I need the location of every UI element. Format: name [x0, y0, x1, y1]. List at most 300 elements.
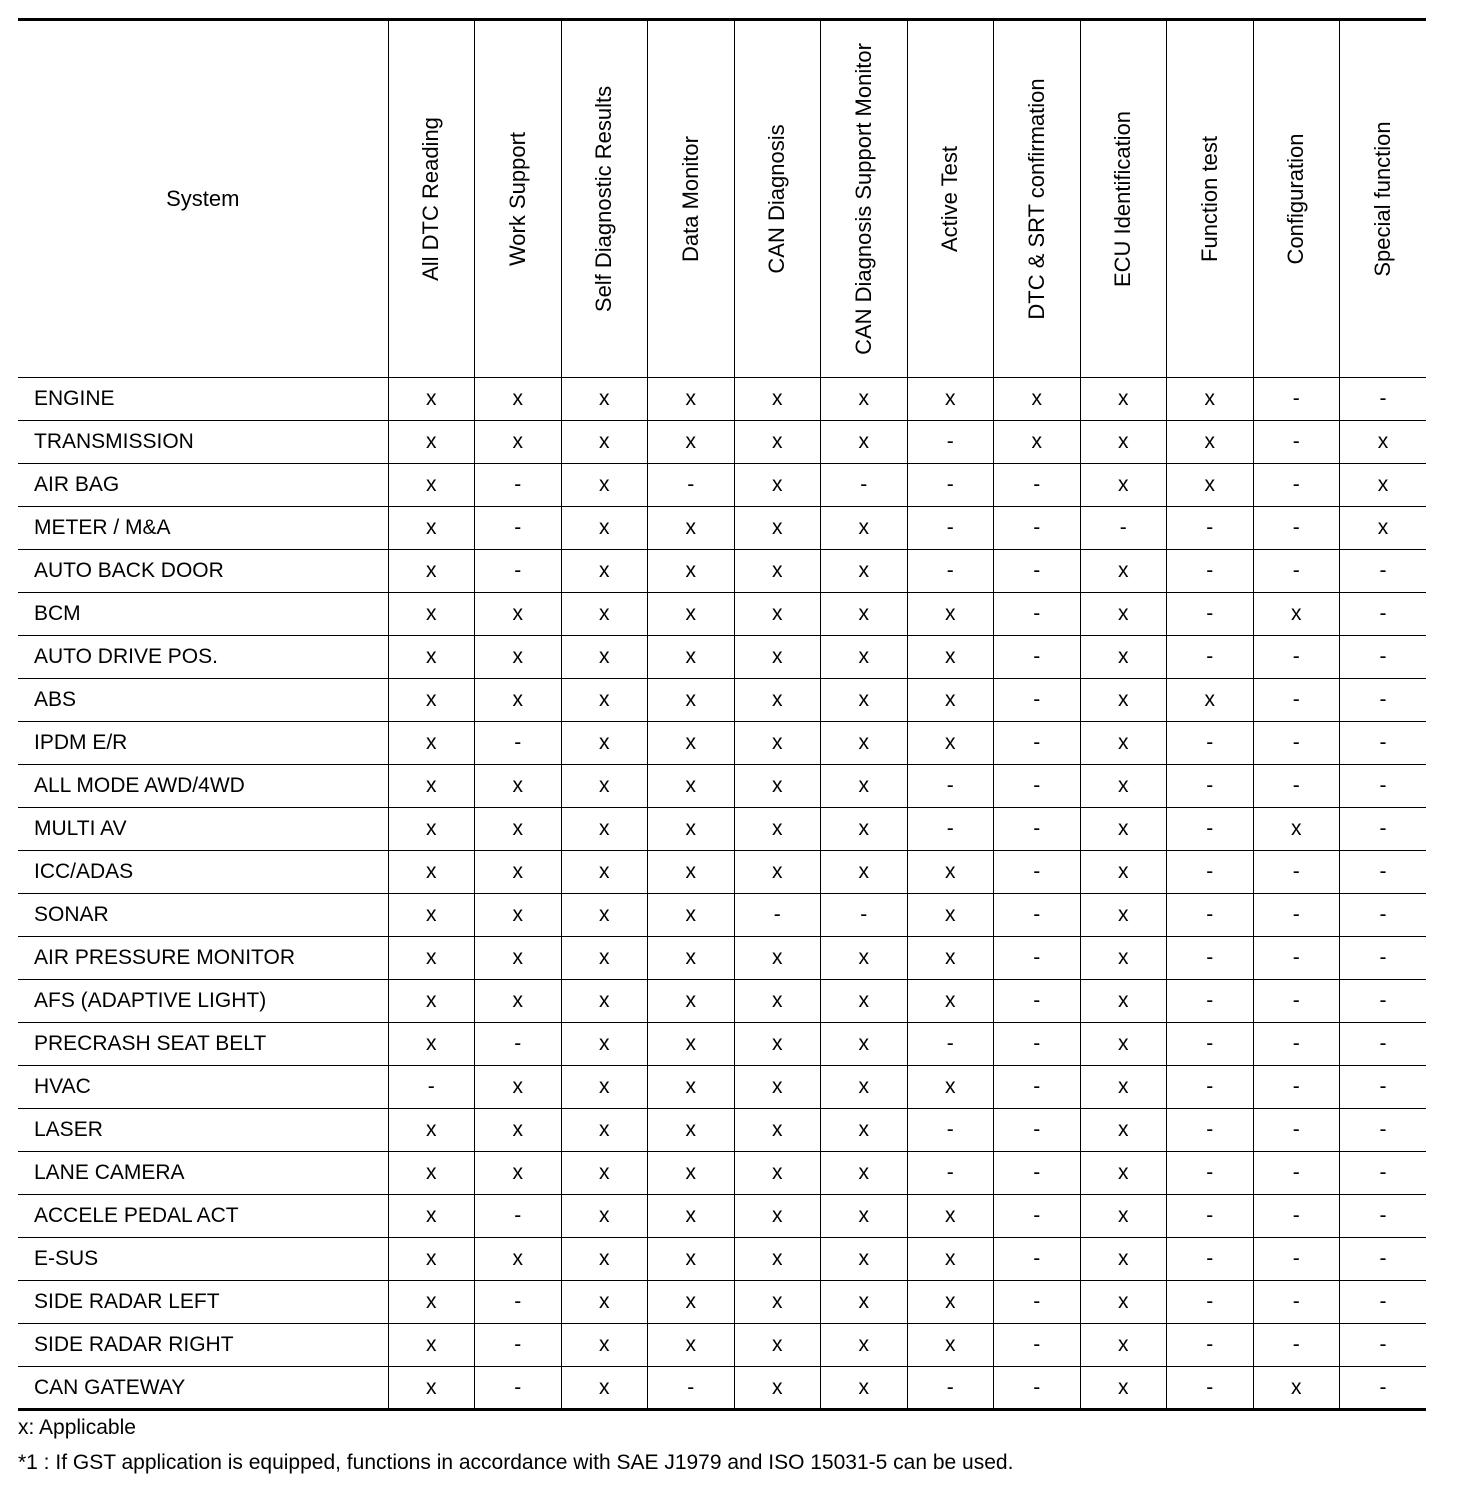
support-cell: x: [821, 550, 908, 593]
column-header: [1080, 20, 1167, 378]
support-cell: x: [648, 1066, 735, 1109]
support-cell: x: [648, 851, 735, 894]
support-cell: x: [821, 937, 908, 980]
support-cell: -: [1340, 1152, 1427, 1195]
column-header: [1167, 20, 1254, 378]
support-cell: x: [388, 1023, 475, 1066]
support-cell: x: [475, 980, 562, 1023]
support-cell: x: [561, 851, 648, 894]
support-cell: x: [907, 636, 994, 679]
column-header-label: Data Monitor: [677, 136, 703, 262]
column-header-label: All DTC Reading: [418, 117, 444, 281]
support-cell: x: [648, 1238, 735, 1281]
support-cell: -: [475, 1195, 562, 1238]
support-cell: -: [648, 1367, 735, 1410]
support-cell: -: [1253, 679, 1340, 722]
support-cell: -: [907, 421, 994, 464]
support-cell: x: [1167, 421, 1254, 464]
support-cell: x: [561, 464, 648, 507]
support-cell: x: [821, 1152, 908, 1195]
support-cell: -: [475, 464, 562, 507]
support-cell: x: [1080, 808, 1167, 851]
support-cell: x: [1080, 421, 1167, 464]
column-header: [1253, 20, 1340, 378]
support-cell: -: [1167, 1152, 1254, 1195]
support-cell: -: [994, 1195, 1081, 1238]
support-cell: x: [734, 1152, 821, 1195]
support-cell: x: [821, 1023, 908, 1066]
support-cell: x: [561, 1281, 648, 1324]
column-header-label: Configuration: [1283, 133, 1309, 265]
support-cell: x: [561, 421, 648, 464]
support-cell: -: [1253, 1152, 1340, 1195]
support-cell: -: [1253, 507, 1340, 550]
support-cell: -: [1340, 937, 1427, 980]
support-cell: x: [1080, 851, 1167, 894]
system-name: AFS (ADAPTIVE LIGHT): [34, 989, 267, 1012]
support-cell: -: [994, 1152, 1081, 1195]
support-cell: x: [648, 1324, 735, 1367]
support-cell: x: [1080, 464, 1167, 507]
support-cell: x: [734, 507, 821, 550]
support-cell: -: [1167, 980, 1254, 1023]
support-cell: x: [561, 1238, 648, 1281]
support-cell: x: [561, 1023, 648, 1066]
system-name: ACCELE PEDAL ACT: [34, 1204, 239, 1227]
support-cell: -: [1340, 894, 1427, 937]
system-name: BCM: [34, 602, 81, 625]
support-cell: x: [475, 378, 562, 421]
system-name: AIR BAG: [34, 473, 120, 496]
support-cell: x: [648, 1152, 735, 1195]
support-cell: x: [561, 1152, 648, 1195]
support-cell: x: [648, 421, 735, 464]
support-cell: x: [1167, 464, 1254, 507]
support-cell: -: [1167, 765, 1254, 808]
support-cell: x: [475, 1109, 562, 1152]
support-cell: -: [1340, 980, 1427, 1023]
support-cell: x: [734, 1281, 821, 1324]
support-cell: x: [388, 679, 475, 722]
support-cell: x: [648, 808, 735, 851]
support-cell: x: [648, 378, 735, 421]
support-cell: x: [388, 593, 475, 636]
support-cell: x: [734, 1238, 821, 1281]
support-cell: -: [1253, 1066, 1340, 1109]
support-cell: -: [1253, 464, 1340, 507]
support-cell: x: [475, 1238, 562, 1281]
support-cell: x: [648, 636, 735, 679]
support-cell: -: [907, 550, 994, 593]
support-cell: x: [821, 808, 908, 851]
header-row: [18, 20, 1426, 378]
support-cell: x: [648, 593, 735, 636]
support-cell: x: [734, 851, 821, 894]
column-header-label: Special function: [1370, 121, 1395, 277]
column-header-label: ECU Identification: [1110, 110, 1136, 288]
support-cell: x: [907, 722, 994, 765]
support-cell: x: [821, 636, 908, 679]
support-cell: x: [648, 1109, 735, 1152]
support-cell: x: [734, 1195, 821, 1238]
support-cell: x: [388, 722, 475, 765]
support-cell: x: [994, 421, 1081, 464]
support-cell: -: [1167, 722, 1254, 765]
support-cell: x: [561, 1324, 648, 1367]
system-name: SIDE RADAR LEFT: [34, 1290, 220, 1313]
support-cell: -: [1167, 507, 1254, 550]
support-cell: x: [648, 1195, 735, 1238]
support-cell: x: [561, 1066, 648, 1109]
support-cell: x: [388, 765, 475, 808]
support-cell: -: [821, 464, 908, 507]
support-cell: x: [648, 722, 735, 765]
support-cell: x: [388, 507, 475, 550]
support-cell: -: [994, 851, 1081, 894]
support-cell: x: [561, 1195, 648, 1238]
support-cell: -: [994, 1281, 1081, 1324]
table-row: [18, 464, 1426, 507]
support-cell: -: [821, 894, 908, 937]
support-cell: x: [907, 1238, 994, 1281]
support-cell: x: [388, 464, 475, 507]
support-cell: x: [1080, 378, 1167, 421]
legend-note: x: Applicable: [18, 1416, 136, 1439]
support-cell: x: [1253, 808, 1340, 851]
table-row: [18, 980, 1426, 1023]
support-cell: -: [994, 1066, 1081, 1109]
support-cell: -: [1253, 980, 1340, 1023]
support-cell: x: [475, 636, 562, 679]
support-cell: -: [1253, 1238, 1340, 1281]
support-cell: -: [907, 808, 994, 851]
support-cell: -: [475, 1281, 562, 1324]
support-cell: -: [994, 636, 1081, 679]
support-cell: -: [994, 679, 1081, 722]
support-cell: -: [1167, 937, 1254, 980]
support-cell: x: [821, 765, 908, 808]
support-cell: -: [1080, 507, 1167, 550]
support-cell: -: [475, 1367, 562, 1410]
table-row: [18, 1023, 1426, 1066]
support-cell: -: [1167, 1195, 1254, 1238]
support-cell: x: [388, 421, 475, 464]
support-cell: -: [907, 507, 994, 550]
column-header-label: Function test: [1196, 136, 1222, 262]
support-cell: x: [1080, 1324, 1167, 1367]
support-cell: -: [994, 593, 1081, 636]
table-row: [18, 851, 1426, 894]
column-header-label: CAN Diagnosis Support Monitor: [850, 43, 876, 355]
support-cell: x: [475, 1066, 562, 1109]
support-cell: x: [734, 593, 821, 636]
support-cell: -: [907, 1109, 994, 1152]
table-row: [18, 1152, 1426, 1195]
support-cell: x: [907, 980, 994, 1023]
column-header: [475, 20, 562, 378]
support-cell: x: [734, 722, 821, 765]
support-cell: -: [734, 894, 821, 937]
support-cell: x: [475, 593, 562, 636]
support-cell: -: [1253, 1109, 1340, 1152]
support-cell: -: [1167, 593, 1254, 636]
support-cell: x: [388, 980, 475, 1023]
support-cell: x: [475, 808, 562, 851]
support-cell: x: [821, 1066, 908, 1109]
support-cell: -: [1167, 851, 1254, 894]
support-cell: x: [1080, 980, 1167, 1023]
support-cell: x: [561, 808, 648, 851]
support-cell: x: [734, 464, 821, 507]
support-cell: -: [1340, 593, 1427, 636]
support-cell: -: [1167, 636, 1254, 679]
support-cell: -: [1340, 808, 1427, 851]
support-cell: x: [1340, 421, 1427, 464]
support-cell: x: [561, 722, 648, 765]
support-cell: -: [1340, 1238, 1427, 1281]
support-cell: -: [1340, 1109, 1427, 1152]
table-row: [18, 1066, 1426, 1109]
column-header: [648, 20, 735, 378]
column-header-label: Work Support: [504, 131, 530, 267]
system-name: CAN GATEWAY: [34, 1375, 186, 1399]
support-cell: -: [1167, 894, 1254, 937]
system-name: PRECRASH SEAT BELT: [34, 1032, 267, 1055]
support-cell: x: [734, 765, 821, 808]
table-row: [18, 421, 1426, 464]
support-cell: x: [475, 679, 562, 722]
support-cell: x: [821, 1109, 908, 1152]
table-row: [18, 722, 1426, 765]
column-header: [1340, 20, 1427, 378]
system-name: AIR PRESSURE MONITOR: [34, 946, 295, 969]
support-cell: -: [1340, 679, 1427, 722]
function-table-container: [18, 18, 1426, 1411]
system-name: E-SUS: [34, 1247, 99, 1270]
table-row: [18, 636, 1426, 679]
support-cell: x: [907, 1324, 994, 1367]
support-cell: x: [561, 378, 648, 421]
support-cell: x: [388, 1367, 475, 1410]
support-cell: -: [1340, 378, 1427, 421]
support-cell: -: [1253, 937, 1340, 980]
function-table: [18, 18, 1426, 1411]
support-cell: x: [475, 894, 562, 937]
system-name: TRANSMISSION: [34, 430, 194, 453]
support-cell: x: [821, 1281, 908, 1324]
support-cell: x: [1080, 1152, 1167, 1195]
support-cell: x: [821, 1195, 908, 1238]
support-cell: -: [1253, 636, 1340, 679]
support-cell: x: [734, 636, 821, 679]
support-cell: x: [1340, 507, 1427, 550]
table-row: [18, 1109, 1426, 1152]
support-cell: -: [1167, 1023, 1254, 1066]
system-name: METER / M&A: [34, 516, 171, 539]
support-cell: x: [734, 378, 821, 421]
support-cell: -: [1253, 722, 1340, 765]
support-cell: x: [994, 378, 1081, 421]
support-cell: x: [561, 1109, 648, 1152]
support-cell: x: [475, 765, 562, 808]
support-cell: x: [1080, 937, 1167, 980]
support-cell: x: [388, 894, 475, 937]
system-name: MULTI AV: [34, 817, 127, 840]
support-cell: x: [475, 1152, 562, 1195]
support-cell: -: [994, 808, 1081, 851]
support-cell: x: [734, 1109, 821, 1152]
column-header: [821, 20, 908, 378]
support-cell: -: [994, 722, 1081, 765]
table-row: [18, 378, 1426, 421]
support-cell: x: [907, 593, 994, 636]
support-cell: x: [1080, 679, 1167, 722]
support-cell: x: [388, 1324, 475, 1367]
support-cell: x: [734, 980, 821, 1023]
support-cell: x: [561, 507, 648, 550]
support-cell: x: [1167, 679, 1254, 722]
support-cell: -: [475, 1324, 562, 1367]
support-cell: -: [1167, 808, 1254, 851]
support-cell: -: [994, 550, 1081, 593]
support-cell: x: [648, 765, 735, 808]
support-cell: x: [561, 679, 648, 722]
support-cell: x: [821, 679, 908, 722]
support-cell: -: [1340, 550, 1427, 593]
table-row: [18, 765, 1426, 808]
support-cell: x: [561, 593, 648, 636]
support-cell: x: [388, 1195, 475, 1238]
support-cell: x: [734, 937, 821, 980]
support-cell: -: [1340, 1281, 1427, 1324]
support-cell: x: [734, 1324, 821, 1367]
table-body: [18, 378, 1426, 1410]
support-cell: -: [1167, 1367, 1254, 1410]
support-cell: x: [1080, 1109, 1167, 1152]
support-cell: x: [648, 980, 735, 1023]
support-cell: -: [475, 722, 562, 765]
support-cell: -: [1167, 1281, 1254, 1324]
support-cell: x: [907, 1195, 994, 1238]
support-cell: x: [1080, 722, 1167, 765]
support-cell: -: [1253, 550, 1340, 593]
support-cell: x: [734, 1066, 821, 1109]
table-row: [18, 1367, 1426, 1410]
system-name: HVAC: [34, 1075, 91, 1098]
table-row: [18, 937, 1426, 980]
table-row: [18, 808, 1426, 851]
support-cell: x: [907, 894, 994, 937]
support-cell: -: [1340, 765, 1427, 808]
support-cell: -: [1253, 894, 1340, 937]
support-cell: x: [648, 1023, 735, 1066]
system-name: ABS: [34, 688, 77, 711]
support-cell: -: [1340, 636, 1427, 679]
support-cell: -: [994, 1238, 1081, 1281]
system-name: IPDM E/R: [34, 731, 128, 754]
support-cell: x: [388, 1238, 475, 1281]
support-cell: -: [1253, 1023, 1340, 1066]
system-column-header: System: [166, 186, 240, 211]
support-cell: x: [907, 1066, 994, 1109]
table-row: [18, 550, 1426, 593]
system-name: ENGINE: [34, 387, 115, 410]
support-cell: x: [388, 1281, 475, 1324]
support-cell: x: [907, 679, 994, 722]
notes: [18, 1410, 1013, 1480]
support-cell: x: [1253, 593, 1340, 636]
system-name: SIDE RADAR RIGHT: [34, 1333, 234, 1356]
support-cell: x: [821, 851, 908, 894]
column-header-label: Self Diagnostic Results: [591, 85, 617, 313]
support-cell: -: [994, 1023, 1081, 1066]
support-cell: x: [561, 636, 648, 679]
support-cell: x: [475, 421, 562, 464]
support-cell: -: [1167, 1324, 1254, 1367]
support-cell: -: [907, 464, 994, 507]
support-cell: -: [1340, 1195, 1427, 1238]
support-cell: -: [1167, 1109, 1254, 1152]
table-row: [18, 679, 1426, 722]
support-cell: x: [1340, 464, 1427, 507]
support-cell: x: [648, 679, 735, 722]
support-cell: -: [475, 507, 562, 550]
support-cell: x: [561, 1367, 648, 1410]
support-cell: x: [561, 937, 648, 980]
support-cell: -: [994, 765, 1081, 808]
support-cell: x: [648, 937, 735, 980]
support-cell: x: [1167, 378, 1254, 421]
column-header: [907, 20, 994, 378]
column-header: [734, 20, 821, 378]
support-cell: -: [994, 937, 1081, 980]
support-cell: x: [821, 593, 908, 636]
support-cell: -: [1253, 378, 1340, 421]
support-cell: -: [1340, 1324, 1427, 1367]
column-header: [388, 20, 475, 378]
support-cell: -: [648, 464, 735, 507]
support-cell: -: [994, 464, 1081, 507]
column-header: [994, 20, 1081, 378]
support-cell: x: [1080, 1195, 1167, 1238]
support-cell: -: [907, 1023, 994, 1066]
support-cell: x: [388, 937, 475, 980]
support-cell: -: [1253, 1281, 1340, 1324]
support-cell: -: [1340, 851, 1427, 894]
support-cell: x: [1080, 765, 1167, 808]
support-cell: -: [1340, 722, 1427, 765]
support-cell: x: [734, 808, 821, 851]
support-cell: x: [648, 550, 735, 593]
support-cell: -: [994, 1109, 1081, 1152]
support-cell: x: [561, 894, 648, 937]
support-cell: x: [1080, 1023, 1167, 1066]
system-name: LANE CAMERA: [34, 1161, 185, 1184]
support-cell: -: [907, 1152, 994, 1195]
support-cell: -: [475, 1023, 562, 1066]
support-cell: -: [1253, 421, 1340, 464]
support-cell: x: [907, 1281, 994, 1324]
support-cell: x: [561, 765, 648, 808]
support-cell: -: [1167, 1066, 1254, 1109]
support-cell: x: [734, 679, 821, 722]
support-cell: x: [388, 1152, 475, 1195]
support-cell: x: [475, 851, 562, 894]
support-cell: x: [388, 550, 475, 593]
support-cell: x: [734, 421, 821, 464]
system-name: AUTO BACK DOOR: [34, 559, 224, 582]
support-cell: x: [388, 1109, 475, 1152]
